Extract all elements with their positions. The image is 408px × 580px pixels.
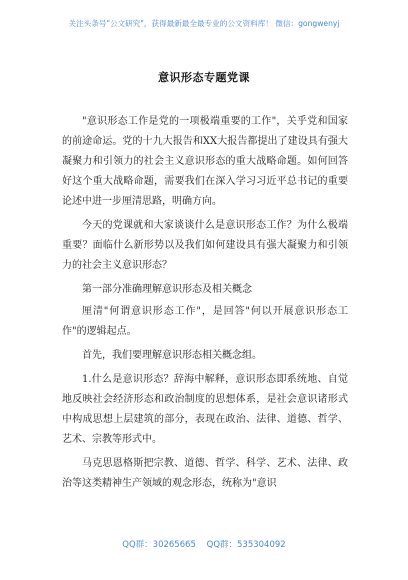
section-heading: 第一部分准确理解意识形态及相关概念 bbox=[82, 284, 252, 295]
qq-group-2: QQ群：535304092 bbox=[206, 540, 286, 550]
qq-group-1: QQ群：30265665 bbox=[122, 540, 196, 550]
paragraph: 厘清"何谓意识形态工作"，是回答"何以开展意识形态工作"的逻辑起点。 bbox=[62, 306, 348, 337]
footer-qq-groups bbox=[0, 538, 408, 550]
paragraph: 马克思恩格斯把宗教、道德、哲学、科学、艺术、法律、政治等这类精神生产领域的观念形态，统称为"意识 bbox=[62, 458, 348, 489]
document-body bbox=[62, 112, 348, 498]
promo-header: 关注头条号"公文研究"，获得最新最全最专业的公文资料库！ 微信：gongwenyj bbox=[68, 19, 340, 28]
document-title: 意识形态专题党课 bbox=[158, 71, 250, 84]
paragraph: "意识形态工作是党的一项极端重要的工作"，关乎党和国家的前途命运。党的十九大报告和XX大报告都提出了建设具有强大凝聚力和引领力的社会主义意识形态的重大战略命题。如何回答好这个重大战略命题，需要我们在深入学习习近平总书记的重要论述中进一步厘清思路，明确方向。 bbox=[62, 116, 348, 207]
paragraph: 今天的党课就和大家谈谈什么是意识形态工作？为什么极端重要？面临什么新形势以及我们如何建设具有强大凝聚力和引领力的社会主义意识形态？ bbox=[62, 220, 348, 271]
paragraph: 1.什么是意识形态？辞海中解释，意识形态即系统地、自觉地反映社会经济形态和政治制度的思想体系，是社会意识诸形式中构成思想上层建筑的部分，表现在政治、法律、道德、哲学、艺术、宗教等形式中。 bbox=[62, 374, 348, 445]
paragraph: 首先，我们要理解意识形态相关概念组。 bbox=[82, 350, 262, 361]
